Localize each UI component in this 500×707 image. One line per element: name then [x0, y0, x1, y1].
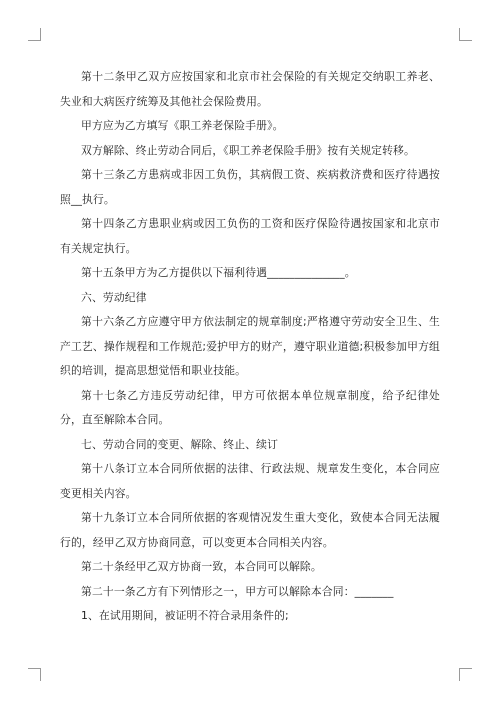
paragraph-article-16: 第十六条乙方应遵守甲方依法制定的规章制度;严格遵守劳动安全卫生、生产工艺、操作规程和工作规范;爱护甲方的财产，遵守职业道德;积极参加甲方组织的培训，提高思想觉悟和职业技能。	[60, 315, 440, 377]
paragraph-article-18: 第十八条订立本合同所依据的法律、行政法规、规章发生变化，本合同应变更相关内容。	[60, 462, 440, 500]
crop-mark-top-left	[28, 28, 41, 41]
paragraph-article-12: 第十二条甲乙双方应按国家和北京市社会保险的有关规定交纳职工养老、失业和大病医疗统筹及其他社会保险费用。	[60, 70, 440, 108]
paragraph-handbook-transfer: 双方解除、终止劳动合同后，《职工养老保险手册》按有关规定转移。	[81, 143, 415, 157]
document-body	[60, 65, 440, 629]
paragraph-article-19: 第十九条订立本合同所依据的客观情况发生重大变化，致使本合同无法履行的，经甲乙双方协商同意，可以变更本合同相关内容。	[60, 511, 440, 549]
paragraph-article-21: 第二十一条乙方有下列情形之一，甲方可以解除本合同：_______	[81, 584, 394, 598]
crop-mark-top-right	[459, 28, 472, 41]
section-heading-contract-changes: 七、劳动合同的变更、解除、终止、续订	[81, 437, 279, 451]
crop-mark-bottom-left	[28, 668, 41, 681]
paragraph-article-13: 第十三条乙方患病或非因工负伤，其病假工资、疾病救济费和医疗待遇按照__执行。	[60, 168, 440, 206]
paragraph-article-17: 第十七条乙方违反劳动纪律，甲方可依据本单位规章制度，给予纪律处分，直至解除本合同。	[60, 388, 440, 426]
crop-mark-bottom-right	[459, 668, 472, 681]
paragraph-article-20: 第二十条经甲乙双方协商一致，本合同可以解除。	[81, 560, 322, 573]
paragraph-article-15: 第十五条甲方为乙方提供以下福利待遇______________。	[81, 266, 356, 279]
list-item-probation: 1、在试用期间，被证明不符合录用条件的;	[81, 609, 289, 622]
section-heading-labor-discipline: 六、劳动纪律	[81, 290, 147, 304]
paragraph-pension-handbook: 甲方应为乙方填写《职工养老保险手册》。	[81, 119, 284, 132]
paragraph-article-14: 第十四条乙方患职业病或因工负伤的工资和医疗保险待遇按国家和北京市有关规定执行。	[60, 217, 440, 255]
